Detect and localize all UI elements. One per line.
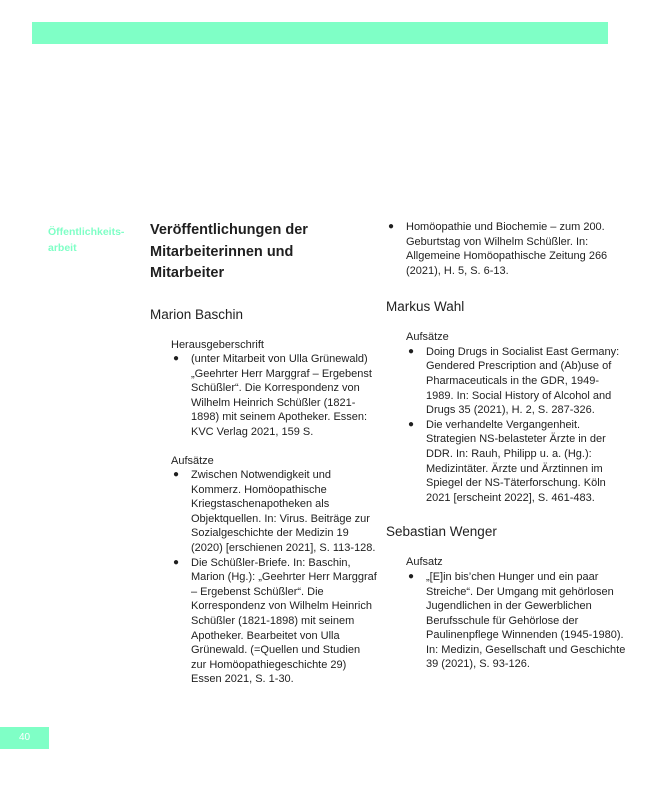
accent-header-bar [32,22,608,44]
publication-group [386,330,626,505]
publication-list [171,352,378,440]
list-item [171,468,378,556]
person-name: Marion Baschin [150,306,244,322]
page-number: 40 [18,732,31,743]
list-item [406,345,626,418]
list-item [171,352,378,440]
category-label: Aufsatz [406,556,443,569]
sidebar-label-line-2: arbeit [48,242,77,254]
page-number-badge [0,727,49,749]
publication-text: „[E]in bis’chen Hunger und ein paar Streiche“. Der Umgang mit gehörlosen Jugendlichen in der Gewerblichen Berufsschule für Gehörlose der Paulinenpflege Winnenden (1945-1980). In: Medizin, Gesellschaft und Geschichte 39 (2021), S. 93-126. [426,570,626,671]
bullet-icon: ● [408,345,415,357]
publication-text: Zwischen Notwendigkeit und Kommerz. Homöopathische Kriegstaschenapotheken als Objektquellen. In: Virus. Beiträge zur Sozialgeschichte der Medizin 19 (2020) [erschienen 2021], S. 113-128. [191,469,376,555]
publication-text: (unter Mitarbeit von Ulla Grünewald) „Geehrter Herr Marggraf – Ergebenst Schüßler“. Die Korrespondenz von Wilhelm Heinrich Schüßler (1821-1898) mit seinem Apotheker. Essen: KVC Verlag 2021, 159 S. [191,353,372,438]
publication-list [171,468,378,687]
publication-text: Homöopathie und Biochemie – zum 200. Geburtstag von Wilhelm Schüßler. In: Allgemeine Homöopathische Zeitung 266 (2021), H. 5, S. 6-13. [406,221,608,277]
bullet-icon: ● [173,556,180,568]
section-title-line-1: Veröffentlichungen der [150,222,308,238]
category-label: Aufsätze [406,331,449,344]
publication-text: Die Schüßler-Briefe. In: Baschin, Marion (Hg.): „Geehrter Herr Marggraf – Ergebenst Schüßler“. Die Korrespondenz von Wilhelm Heinrich Schüßler (1821-1898) mit seinem Apotheker. Bearbeitet von Ulla Grünewald. (=Quellen und Studien zur Homöopathiegeschichte 29) Essen 2021, S. 1-30. [191,556,377,686]
sidebar-label [48,224,138,256]
publication-group-continued [386,220,626,278]
publication-group [150,454,378,687]
section-title [150,220,378,285]
list-item [406,570,626,672]
section-title-line-3: Mitarbeiter [150,265,225,281]
list-item [386,220,626,278]
bullet-icon: ● [408,570,415,582]
bullet-icon: ● [173,469,180,481]
category-label: Herausgeberschrift [171,338,264,351]
list-item [171,556,378,687]
publication-list [406,345,626,506]
publication-text: Die verhandelte Vergangenheit. Strategien NS-belasteter Ärzte in der DDR. In: Rauh, Philipp u. a. (Hg.): Medizintäter. Ärzte und Ärztinnen im Spiegel der NS-Täterforschung. Köln 2021 [erscheint 2022], S. 461-483. [426,418,606,504]
right-column [386,220,626,672]
publication-group [150,338,378,440]
bullet-icon: ● [173,353,180,364]
publication-text: Doing Drugs in Socialist East Germany: Gendered Prescription and (Ab)use of Pharmaceuticals in the GDR, 1949-1989. In: Social History of Alcohol and Drugs 35 (2021), H. 2, S. 287-326. [426,345,620,417]
publication-list [386,220,626,278]
section-title-line-2: Mitarbeiterinnen und [150,243,294,260]
publication-list [406,570,626,672]
list-item [406,418,626,506]
person-name: Markus Wahl [386,299,465,315]
bullet-icon: ● [388,221,395,232]
sidebar-label-line-1: Öffentlichkeits- [48,226,125,238]
category-label: Aufsätze [171,454,214,467]
person-name: Sebastian Wenger [386,524,497,540]
publication-group [386,555,626,672]
left-column [150,220,378,687]
bullet-icon: ● [408,418,415,430]
